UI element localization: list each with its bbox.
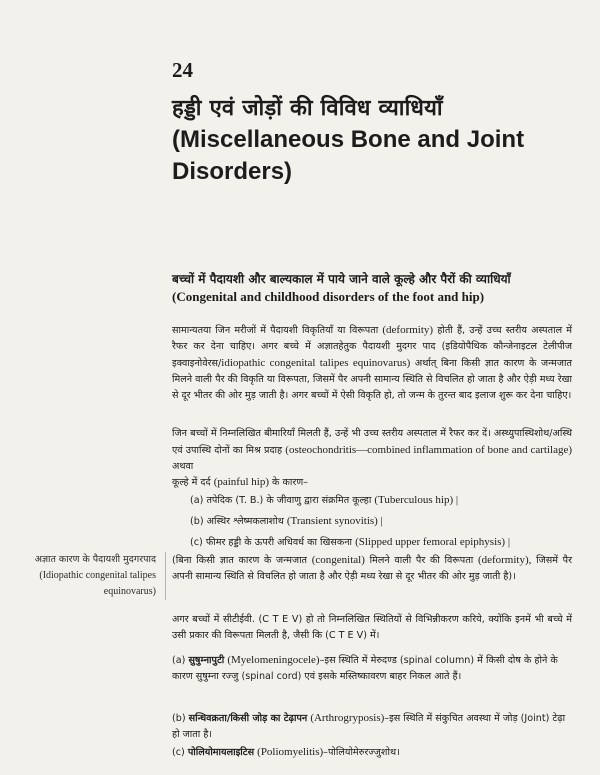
p1-text-d: idiopathic congenital talipes equinovarus)	[221, 357, 411, 369]
p3-text-c: के कारण–	[272, 477, 308, 488]
condition-term: पोलियोमायलाइटिस	[187, 747, 255, 758]
list-marker: (b)	[190, 516, 204, 527]
paragraph-2	[172, 426, 572, 475]
paragraph-4	[172, 552, 572, 585]
list-item	[190, 532, 570, 553]
condition-text: –इस स्थिति में संकुचित अवस्था में जोड़ (Joint) टेढ़ा हो जाता है।	[172, 713, 566, 740]
paragraph-1	[172, 322, 572, 404]
p2-text-c: अथवा	[172, 461, 194, 472]
condition-english: (Poliomyelitis)	[257, 746, 324, 758]
paragraph-3	[172, 474, 572, 491]
p3-text-a: कूल्हे में दर्द	[172, 477, 211, 488]
margin-note	[16, 552, 156, 600]
list-item-english: (Transient synovitis) |	[286, 515, 383, 527]
list-marker: (a)	[190, 495, 204, 506]
p4-text-a: (बिना किसी ज्ञात कारण के जन्मजात	[172, 555, 308, 566]
list-item-hindi: अस्थिर श्लेष्मकलाशोथ	[206, 516, 284, 527]
p4-text-b: (congenital)	[311, 554, 365, 566]
list-item-english: (Slipped upper femoral epiphysis) |	[355, 536, 511, 548]
margin-divider	[165, 552, 166, 600]
list-item-english: (Tuberculous hip) |	[374, 494, 459, 506]
chapter-title-hindi: हड्डी एवं जोड़ों की विविध व्याधियाँ	[172, 96, 443, 121]
chapter-title-english: (Miscellaneous Bone and Joint Disorders)	[172, 126, 525, 185]
p1-text-e: अर्थात् बिना किसी ज्ञात कारण के जन्मजात मिलने वाली पैर की विकृति या विरूपता, जिसमें पैर अपनी सामान्य स्थिति से विचलित हो जाता है और ऐड़ी मध्य रेखा से दूर भीतर की ओर मुड़ जाती है। अगर बच्चों में ऐसी विकृति हो, तो जन्म के तुरन्त बाद इलाज शुरू कर देना चाहिए।	[172, 358, 572, 401]
condition-term: सन्धिवक्रता/किसी जोड़ का टेढ़ापन	[188, 713, 308, 724]
paragraph-5: अगर बच्चों में सीटीईवी. (C T E V) हो तो निम्नलिखित स्थितियों से विभिन्नीकरण करिये, क्योंकि इनमें भी बच्चे में उसी प्रकार की विरूपता मिलती है, जैसी कि (C T E V) में।	[172, 614, 572, 641]
condition-item	[172, 744, 572, 761]
condition-item	[172, 710, 572, 743]
p4-text-c: मिलने वाली पैर की विरूपता	[369, 555, 474, 566]
condition-text: –पोलियोमेरुरज्जुशोथ।	[323, 747, 400, 758]
p1-text-b: (deformity)	[382, 324, 434, 336]
p2-text-b: (osteochondritis—combined inflammation of bone and cartilage)	[285, 444, 572, 456]
list-item-hindi: फीमर हड्डी के ऊपरी अधिवर्ध का खिसकना	[205, 537, 353, 548]
hip-pain-causes-list	[190, 490, 570, 553]
list-marker: (c)	[190, 537, 203, 548]
condition-term: सुषुम्नापुटी	[188, 655, 225, 666]
p4-text-e: जिसमें पैर अपनी सामान्य स्थिति से विचलित हो जाता है और ऐड़ी मध्य रेखा से दूर भीतर की ओर मुड़ जाती है)।	[172, 555, 573, 582]
condition-marker: (b)	[172, 713, 186, 724]
p3-text-b: (painful hip)	[213, 476, 269, 488]
section-heading-hindi: बच्चों में पैदायशी और बाल्यकाल में पाये जाने वाले कूल्हे और पैरों की व्याधियाँ	[172, 272, 511, 286]
chapter-number: 24	[172, 58, 193, 82]
condition-english: (Myelomeningocele)	[227, 654, 320, 666]
p2-text-a: जिन बच्चों में निम्नलिखित बीमारियाँ मिलती हैं, उन्हें भी उच्च स्तरीय अस्पताल में रैफर कर दें। अस्थ्युपास्थिशोथ/अस्थि एवं उपास्थि दोनों का मिश्र प्रदाह	[172, 428, 572, 456]
condition-item	[172, 652, 572, 685]
margin-note-hindi: अज्ञात कारण के पैदायशी मुदगरपाद	[34, 554, 156, 565]
p4-text-d: (deformity),	[477, 554, 532, 566]
section-heading	[172, 270, 567, 306]
margin-note-english: (Idiopathic congenital talipes equinovarus)	[39, 570, 156, 597]
p1-text-c: होती हैं, उन्हें उच्च स्तरीय अस्पताल में रैफर कर देना चाहिए। अगर बच्चे में अज्ञातहेतुक पैदायशी मुदगर पाद (इडियोपैथिक कौन्जेनाइटल टेलीपीज इक्वाइनोवेरस/	[172, 325, 572, 369]
list-item	[190, 511, 570, 532]
condition-marker: (a)	[172, 655, 186, 666]
p1-text-a: सामान्यतया जिन मरीजों में पैदायशी विकृतियाँ या विरूपता	[172, 325, 379, 336]
condition-english: (Arthrogryposis)	[310, 712, 385, 724]
section-heading-english: (Congenital and childhood disorders of the foot and hip)	[172, 289, 485, 304]
condition-text: –इस स्थिति में मेरुदण्ड (spinal column) में किसी दोष के होने के कारण सुषुम्ना रज्जु (spinal cord) एवं इसके मस्तिष्कावरण बाहर निकल आते हैं।	[172, 655, 558, 682]
list-item-hindi: तपेदिक (T. B.) के जीवाणु द्वारा संक्रमित कूल्हा	[206, 495, 372, 506]
list-item	[190, 490, 570, 511]
condition-marker: (c)	[172, 747, 185, 758]
